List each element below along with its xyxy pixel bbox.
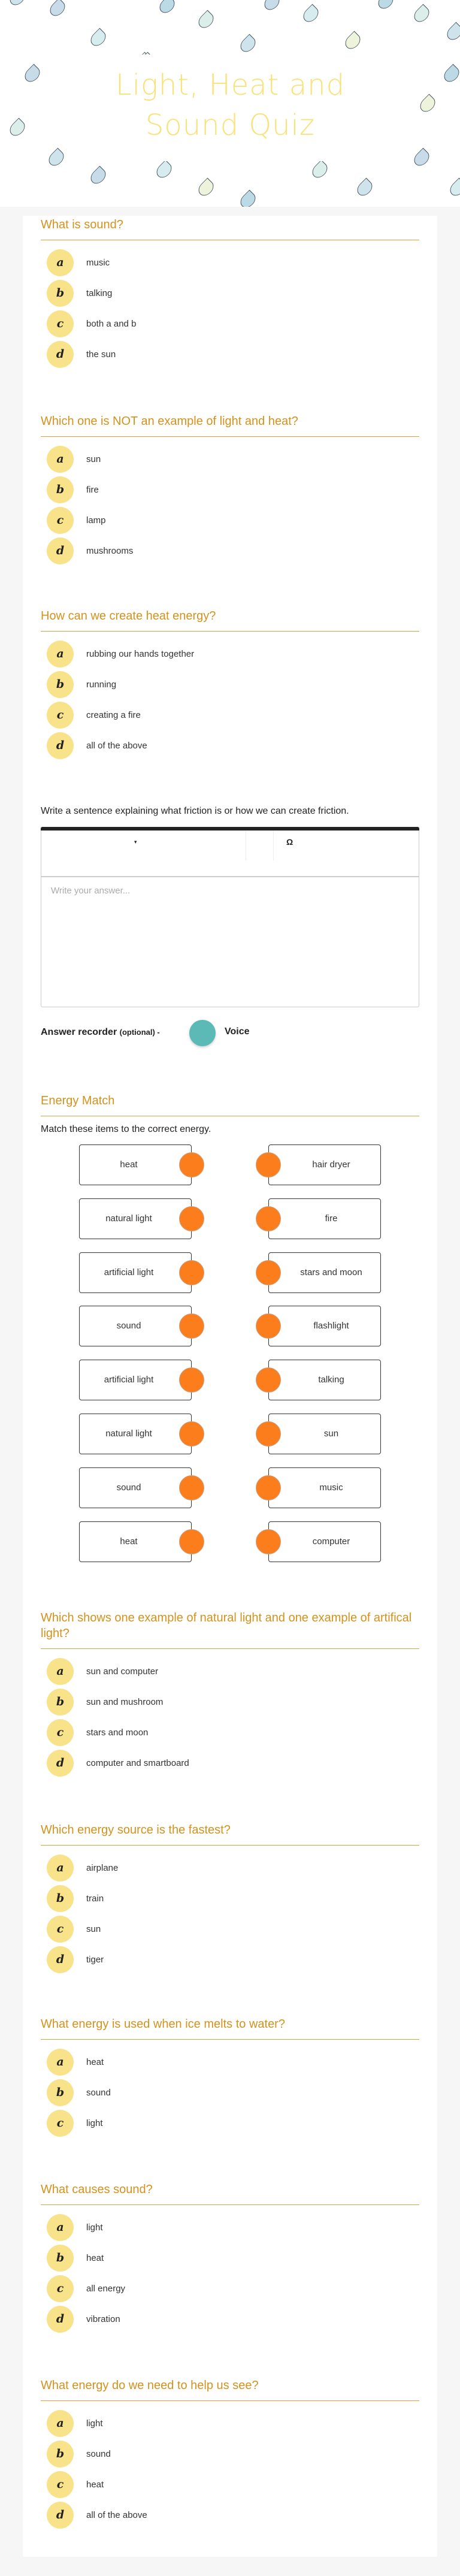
- match-left-item[interactable]: [79, 1252, 192, 1293]
- option-text: creating a fire: [86, 710, 141, 720]
- question-divider: [41, 2400, 419, 2401]
- match-right-connector[interactable]: [256, 1367, 281, 1393]
- option-letter-badge: b: [47, 2245, 74, 2272]
- option-text: talking: [86, 288, 113, 298]
- option-text: tiger: [86, 1955, 104, 1965]
- raindrop-decoration: [7, 118, 28, 139]
- raindrop-decoration: [22, 64, 43, 85]
- option-text: airplane: [86, 1863, 119, 1873]
- raindrop-decoration: [411, 4, 432, 25]
- question-title: What is sound?: [41, 218, 123, 231]
- answer-option-a[interactable]: [47, 2049, 406, 2076]
- voice-record-button[interactable]: [189, 1020, 216, 1046]
- answer-option-a[interactable]: [47, 1658, 406, 1685]
- question-title: Which energy source is the fastest?: [41, 1823, 231, 1837]
- match-right-connector[interactable]: [256, 1421, 281, 1446]
- match-left-label: artificial light: [104, 1375, 154, 1385]
- quiz-title-line-2: Sound Quiz: [145, 108, 316, 142]
- match-right-connector[interactable]: [256, 1152, 281, 1177]
- answer-option-a[interactable]: [47, 2214, 406, 2241]
- question-divider: [41, 2204, 419, 2205]
- recorder-label-text: Answer recorder: [41, 1027, 120, 1037]
- option-text: stars and moon: [86, 1728, 149, 1738]
- option-letter-badge: c: [47, 2110, 74, 2137]
- option-letter-badge: d: [47, 537, 74, 564]
- match-right-label: talking: [318, 1375, 344, 1385]
- match-right-label: flashlight: [313, 1321, 349, 1331]
- raindrop-decoration: [417, 94, 438, 115]
- match-right-item[interactable]: [268, 1306, 381, 1346]
- match-right-label: hair dryer: [312, 1159, 350, 1170]
- option-letter-badge: a: [47, 2214, 74, 2241]
- answer-option-d[interactable]: [47, 1750, 406, 1777]
- option-letter-badge: c: [47, 702, 74, 729]
- option-letter-badge: c: [47, 310, 74, 337]
- raindrop-decoration: [376, 0, 397, 11]
- option-text: sound: [86, 2449, 111, 2459]
- option-text: light: [86, 2118, 103, 2128]
- raindrop-decoration: [301, 4, 322, 25]
- option-letter-badge: b: [47, 2441, 74, 2468]
- answer-option-a[interactable]: [47, 249, 406, 276]
- match-left-label: natural light: [105, 1213, 152, 1224]
- option-text: all of the above: [86, 2510, 147, 2520]
- match-left-connector[interactable]: [179, 1421, 204, 1446]
- question-title: How can we create heat energy?: [41, 609, 216, 623]
- answer-option-c[interactable]: [47, 702, 406, 729]
- option-text: lamp: [86, 515, 106, 526]
- match-left-item[interactable]: [79, 1360, 192, 1400]
- option-letter-badge: c: [47, 1916, 74, 1943]
- match-right-item[interactable]: [268, 1360, 381, 1400]
- special-character-button[interactable]: Ω: [286, 837, 293, 847]
- raindrop-decoration: [447, 178, 460, 199]
- match-right-item[interactable]: [268, 1252, 381, 1293]
- option-text: sun and computer: [86, 1666, 159, 1677]
- recorder-optional-text: (optional) -: [119, 1028, 160, 1037]
- option-letter-badge: b: [47, 671, 74, 698]
- option-text: rubbing our hands together: [86, 649, 195, 659]
- raindrop-decoration: [444, 22, 460, 43]
- match-right-connector[interactable]: [256, 1260, 281, 1285]
- raindrop-decoration: [262, 0, 283, 13]
- match-right-connector[interactable]: [256, 1206, 281, 1231]
- option-text: light: [86, 2418, 103, 2429]
- option-text: heat: [86, 2480, 104, 2490]
- match-left-label: heat: [120, 1159, 138, 1170]
- option-letter-badge: c: [47, 2471, 74, 2498]
- header-banner: [0, 0, 460, 207]
- question-divider: [41, 2039, 419, 2040]
- rich-text-editor: [41, 827, 419, 1007]
- answer-option-b[interactable]: [47, 2441, 406, 2468]
- raindrop-decoration: [154, 160, 175, 181]
- match-left-item[interactable]: [79, 1144, 192, 1185]
- option-letter-badge: c: [47, 507, 74, 534]
- match-right-label: fire: [325, 1213, 338, 1224]
- match-right-label: sun: [323, 1429, 339, 1439]
- raindrop-decoration: [88, 166, 109, 187]
- match-right-item[interactable]: [268, 1467, 381, 1508]
- answer-option-a[interactable]: [47, 2410, 406, 2437]
- answer-option-c[interactable]: [47, 1719, 406, 1746]
- option-text: computer and smartboard: [86, 1758, 189, 1768]
- option-letter-badge: a: [47, 446, 74, 473]
- option-text: mushrooms: [86, 546, 134, 556]
- option-text: sound: [86, 2088, 111, 2098]
- match-right-item[interactable]: [268, 1198, 381, 1239]
- match-left-connector[interactable]: [179, 1367, 204, 1393]
- option-text: music: [86, 258, 110, 268]
- raindrop-decoration: [355, 178, 376, 199]
- option-letter-badge: a: [47, 1855, 74, 1882]
- question-title: Which shows one example of natural light and one example of artifical light?: [41, 1611, 412, 1640]
- written-question-prompt: Write a sentence explaining what friction is or how we can create friction.: [41, 806, 349, 816]
- editor-toolbar: [41, 831, 419, 877]
- raindrop-decoration: [47, 0, 68, 19]
- raindrop-decoration: [157, 0, 178, 16]
- option-letter-badge: d: [47, 1750, 74, 1777]
- answer-option-b[interactable]: [47, 476, 406, 503]
- option-letter-badge: d: [47, 1946, 74, 1973]
- raindrop-decoration: [441, 64, 460, 85]
- question-divider: [41, 1845, 419, 1846]
- option-text: heat: [86, 2057, 104, 2067]
- option-letter-badge: b: [47, 1689, 74, 1716]
- answer-option-a[interactable]: [47, 1855, 406, 1882]
- option-text: light: [86, 2222, 103, 2233]
- option-letter-badge: c: [47, 2275, 74, 2302]
- match-left-item[interactable]: [79, 1467, 192, 1508]
- answer-option-d[interactable]: [47, 2306, 406, 2333]
- option-letter-badge: b: [47, 280, 74, 307]
- match-right-label: stars and moon: [300, 1267, 362, 1278]
- match-left-label: heat: [120, 1536, 138, 1547]
- answer-option-c[interactable]: [47, 2471, 406, 2498]
- question-divider: [41, 631, 419, 632]
- option-letter-badge: d: [47, 732, 74, 759]
- answer-option-b[interactable]: [47, 2079, 406, 2106]
- answer-option-d[interactable]: [47, 341, 406, 368]
- raindrop-decoration: [46, 148, 67, 169]
- answer-option-a[interactable]: [47, 641, 406, 668]
- answer-option-b[interactable]: [47, 2245, 406, 2272]
- match-right-label: music: [319, 1482, 343, 1493]
- match-right-item[interactable]: [268, 1414, 381, 1454]
- option-text: the sun: [86, 349, 116, 360]
- match-left-item[interactable]: [79, 1521, 192, 1562]
- voice-label: Voice: [225, 1026, 250, 1037]
- match-left-connector[interactable]: [179, 1152, 204, 1177]
- raindrop-decoration: [196, 10, 217, 31]
- match-left-connector[interactable]: [179, 1529, 204, 1554]
- question-title: What energy is used when ice melts to water?: [41, 2018, 285, 2031]
- match-left-label: sound: [116, 1321, 141, 1331]
- raindrop-decoration: [343, 31, 364, 52]
- option-letter-badge: a: [47, 249, 74, 276]
- answer-option-d[interactable]: [47, 537, 406, 564]
- answer-option-b[interactable]: [47, 671, 406, 698]
- option-letter-badge: b: [47, 1885, 74, 1912]
- option-text: sun and mushroom: [86, 1697, 164, 1707]
- answer-option-b[interactable]: [47, 280, 406, 307]
- option-text: fire: [86, 485, 99, 495]
- match-right-item[interactable]: [268, 1521, 381, 1562]
- option-text: sun: [86, 1924, 101, 1934]
- answer-option-c[interactable]: [47, 2110, 406, 2137]
- raindrop-decoration: [196, 178, 217, 199]
- match-left-label: natural light: [105, 1429, 152, 1439]
- match-right-item[interactable]: [268, 1144, 381, 1185]
- answer-recorder-label: [41, 1027, 160, 1038]
- question-title: What causes sound?: [41, 2183, 153, 2196]
- option-text: both a and b: [86, 319, 137, 329]
- match-instruction: Match these items to the correct energy.: [41, 1124, 211, 1134]
- match-right-connector[interactable]: [256, 1475, 281, 1500]
- option-letter-badge: a: [47, 641, 74, 668]
- option-text: vibration: [86, 2314, 120, 2324]
- match-left-item[interactable]: [79, 1306, 192, 1346]
- question-divider: [41, 436, 419, 437]
- raindrop-decoration: [238, 190, 259, 207]
- option-letter-badge: a: [47, 1658, 74, 1685]
- option-letter-badge: a: [47, 2410, 74, 2437]
- raindrop-decoration: [411, 148, 432, 169]
- question-divider: [41, 1648, 419, 1649]
- raindrop-decoration: [310, 160, 331, 181]
- match-right-connector[interactable]: [256, 1529, 281, 1554]
- option-text: all of the above: [86, 741, 147, 751]
- question-title: Which one is NOT an example of light and heat?: [41, 415, 298, 428]
- raindrop-decoration: [7, 0, 28, 8]
- question-title: What energy do we need to help us see?: [41, 2379, 259, 2392]
- chevron-down-icon: ▾: [134, 839, 137, 845]
- answer-option-c[interactable]: [47, 310, 406, 337]
- answer-option-b[interactable]: [47, 1689, 406, 1716]
- option-text: heat: [86, 2253, 104, 2263]
- option-letter-badge: a: [47, 2049, 74, 2076]
- answer-option-d[interactable]: [47, 732, 406, 759]
- answer-textarea[interactable]: [41, 877, 419, 1006]
- answer-option-a[interactable]: [47, 446, 406, 473]
- match-left-label: sound: [116, 1482, 141, 1493]
- match-left-connector[interactable]: [179, 1475, 204, 1500]
- option-text: sun: [86, 454, 101, 464]
- option-letter-badge: b: [47, 2079, 74, 2106]
- option-letter-badge: d: [47, 2502, 74, 2529]
- option-text: all energy: [86, 2284, 126, 2294]
- match-left-label: artificial light: [104, 1267, 154, 1278]
- match-right-label: computer: [312, 1536, 350, 1547]
- answer-option-c[interactable]: [47, 1916, 406, 1943]
- option-text: running: [86, 680, 117, 690]
- raindrop-decoration: [238, 34, 259, 55]
- format-dropdown[interactable]: [41, 831, 246, 860]
- answer-option-c[interactable]: [47, 2275, 406, 2302]
- title-box: [68, 55, 393, 161]
- option-letter-badge: c: [47, 1719, 74, 1746]
- option-text: train: [86, 1894, 104, 1904]
- answer-option-c[interactable]: [47, 507, 406, 534]
- match-left-item[interactable]: [79, 1414, 192, 1454]
- answer-option-d[interactable]: [47, 2502, 406, 2529]
- quiz-title-line-1: Light, Heat and: [115, 68, 346, 102]
- answer-option-d[interactable]: [47, 1946, 406, 1973]
- option-letter-badge: b: [47, 476, 74, 503]
- match-section-title: Energy Match: [41, 1094, 115, 1107]
- raindrop-decoration: [88, 28, 109, 49]
- option-letter-badge: d: [47, 341, 74, 368]
- match-left-connector[interactable]: [179, 1260, 204, 1285]
- toolbar-divider: [273, 831, 274, 860]
- option-letter-badge: d: [47, 2306, 74, 2333]
- answer-option-b[interactable]: [47, 1885, 406, 1912]
- match-left-connector[interactable]: [179, 1206, 204, 1231]
- match-left-item[interactable]: [79, 1198, 192, 1239]
